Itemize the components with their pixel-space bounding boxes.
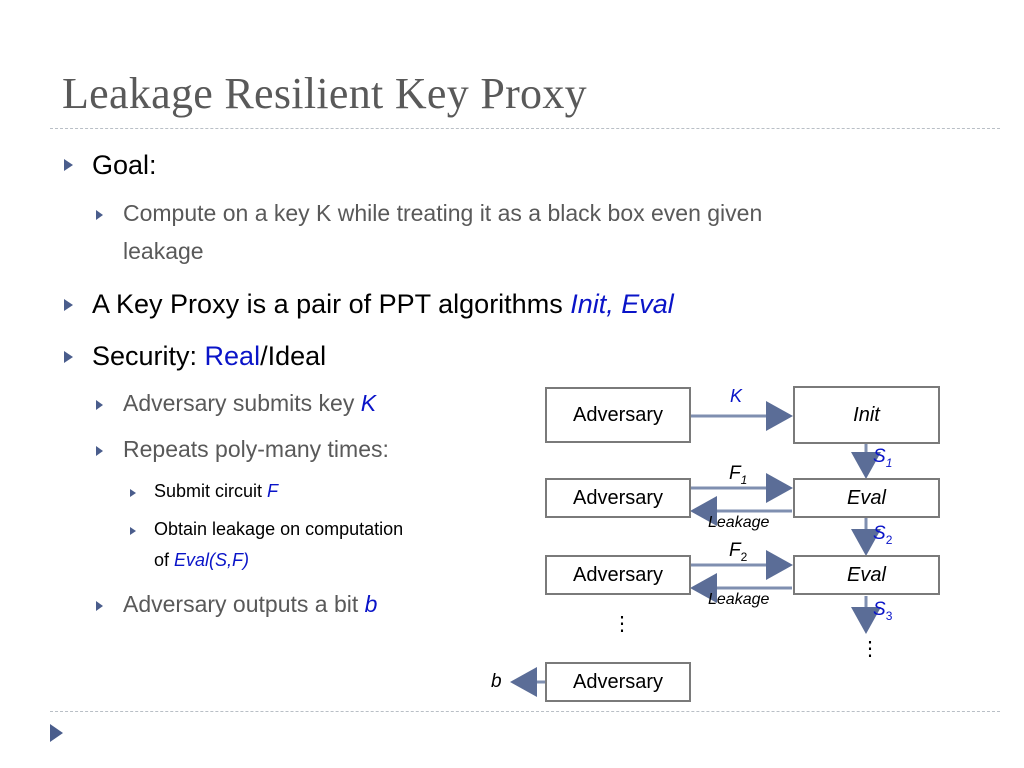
f2-label: $F_2$ bbox=[729, 540, 748, 564]
b-output-label: b bbox=[491, 671, 502, 692]
bullet-security: Security: Real/Ideal bbox=[92, 341, 327, 371]
init-box: Init bbox=[793, 386, 940, 444]
play-icon[interactable] bbox=[50, 724, 63, 742]
adversary-box-4: Adversary bbox=[545, 662, 691, 702]
slide-title: Leakage Resilient Key Proxy bbox=[62, 69, 587, 118]
bullet-submit-circuit: Submit circuit F bbox=[154, 481, 279, 501]
bullet-goal-detail-line2: leakage bbox=[123, 238, 204, 264]
bullet-obtain-leakage-line2: of Eval(S,F) bbox=[154, 550, 250, 570]
bullet-obtain-leakage-line1: Obtain leakage on computation bbox=[154, 519, 404, 539]
bullet-repeats: Repeats poly-many times: bbox=[123, 436, 389, 462]
footer-divider bbox=[50, 711, 1000, 712]
s2-label: $S_2$ bbox=[873, 523, 893, 547]
leakage-label-1: Leakage bbox=[708, 514, 770, 531]
leakage-label-2: Leakage bbox=[708, 591, 770, 608]
bullet-submit-key: Adversary submits key K bbox=[123, 390, 377, 416]
bullet-goal: Goal: bbox=[92, 150, 157, 180]
adversary-box-1: Adversary bbox=[545, 387, 691, 443]
vertical-ellipsis-right: ⋮ bbox=[860, 638, 880, 660]
bullet-outputs-bit: Adversary outputs a bit b bbox=[123, 591, 378, 617]
adversary-box-2: Adversary bbox=[545, 478, 691, 518]
eval-box-1: Eval bbox=[793, 478, 940, 518]
s1-label: $S_1$ bbox=[873, 446, 893, 470]
eval-box-2: Eval bbox=[793, 555, 940, 595]
vertical-ellipsis-left: ⋮ bbox=[612, 613, 632, 635]
adversary-box-3: Adversary bbox=[545, 555, 691, 595]
key-label: K bbox=[730, 386, 743, 406]
security-real: Real bbox=[204, 341, 261, 371]
key-proxy-algorithms: Init, Eval bbox=[570, 289, 674, 319]
bullet-goal-detail-line1: Compute on a key K while treating it as a black box even given bbox=[123, 200, 763, 226]
bullet-key-proxy: A Key Proxy is a pair of PPT algorithms Init, Eval bbox=[92, 289, 674, 319]
s3-label: $S_3$ bbox=[873, 599, 893, 623]
f1-label: $F_1$ bbox=[729, 463, 748, 487]
